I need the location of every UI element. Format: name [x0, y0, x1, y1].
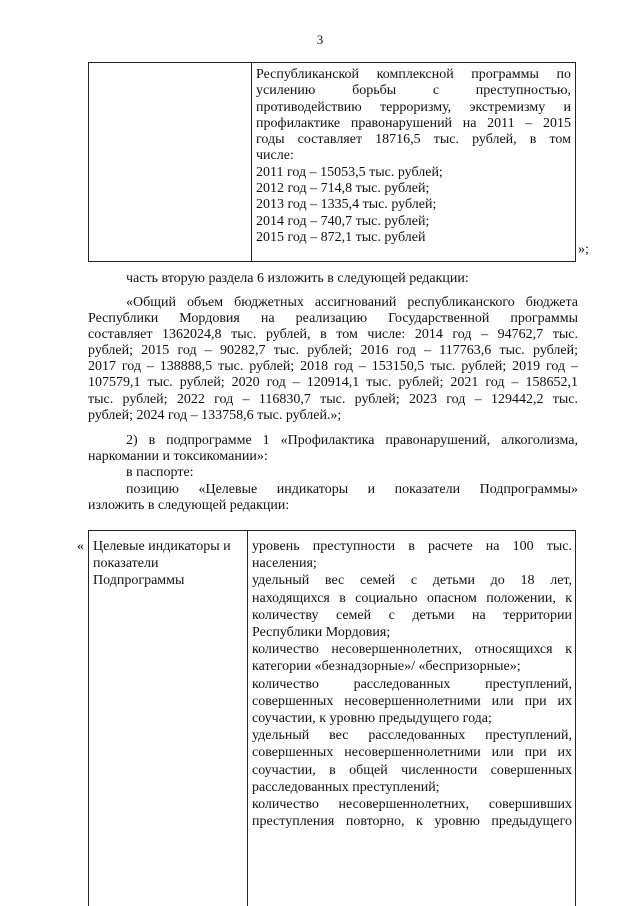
cell-line: количеству семей с детьми на территории — [252, 607, 572, 623]
cell-line: совершенных несовершеннолетними или при их — [252, 693, 572, 709]
indicators-title-cell — [93, 538, 247, 590]
top-table — [88, 62, 576, 262]
cell-line: соучастии, к уровню предыдущего года; — [252, 711, 492, 727]
table-line: усилению борьбы с преступностью, — [256, 83, 571, 99]
paragraph-position — [88, 482, 578, 514]
funding-cell — [256, 67, 571, 246]
paragraph-line: Республики Мордовия на реализацию Государственной программы — [88, 311, 578, 327]
table-line: 2012 год – 714,8 тыс. рублей; — [256, 181, 430, 197]
paragraph-line: тыс. рублей; 2022 год – 116830,7 тыс. рублей; 2023 год – 129442,2 тыс. — [88, 391, 578, 407]
indicators-table — [88, 530, 576, 906]
cell-line: Подпрограммы — [93, 573, 185, 589]
opening-quote: « — [77, 539, 84, 554]
cell-line: преступления повторно, к уровню предыдущего — [252, 814, 572, 830]
cell-line: категории «безнадзорные»/ «беспризорные»; — [252, 659, 521, 675]
cell-line: уровень преступности в расчете на 100 тыс. — [252, 539, 572, 554]
cell-line: расследованных преступлений; — [252, 779, 440, 795]
cell-line: удельный вес расследованных преступлений, — [252, 728, 572, 744]
cell-line: показатели — [93, 556, 159, 572]
paragraph-passport — [88, 465, 578, 481]
cell-line: Республики Мордовия; — [252, 625, 391, 641]
table-line: 2015 год – 872,1 тыс. рублей — [256, 229, 426, 245]
column-divider — [251, 63, 252, 261]
closing-quote: »; — [578, 242, 589, 257]
column-divider — [247, 531, 248, 906]
paragraph-line: «Общий объем бюджетных ассигнований республиканского бюджета — [126, 295, 578, 310]
paragraph-line: рублей; 2024 год – 133758,6 тыс. рублей.»; — [88, 407, 342, 423]
cell-line: соучастии, в общей численности совершенных — [252, 762, 572, 778]
paragraph-line: 2017 год – 138888,5 тыс. рублей; 2018 год – 153150,5 тыс. рублей; 2019 год – — [88, 359, 578, 375]
cell-line: количество несовершеннолетних, относящихся к — [252, 642, 572, 658]
paragraph-budget — [88, 295, 578, 424]
table-line: противодействию терроризму, экстремизму и — [256, 99, 571, 115]
page-number: 3 — [316, 32, 324, 47]
cell-line: находящихся в социально опасном положении, к — [252, 590, 572, 606]
cell-line: удельный вес семей с детьми до 18 лет, — [252, 573, 572, 589]
indicators-list-cell — [252, 538, 572, 830]
paragraph-subprogram — [88, 433, 578, 465]
table-line: профилактике правонарушений на 2011 – 2015 — [256, 115, 571, 131]
paragraph-line: рублей; 2015 год – 90282,7 тыс. рублей; 2016 год – 117763,6 тыс. рублей; — [88, 343, 578, 359]
paragraph-line: в паспорте: — [126, 465, 194, 480]
paragraph-instruction — [88, 271, 578, 287]
table-line: 2011 год – 15053,5 тыс. рублей; — [256, 164, 443, 180]
cell-line: Целевые индикаторы и — [93, 539, 231, 554]
paragraph-line: составляет 1362024,8 тыс. рублей, в том числе: 2014 год – 94762,7 тыс. — [88, 327, 578, 343]
cell-line: количество несовершеннолетних, совершивших — [252, 797, 572, 813]
table-line: 2014 год – 740,7 тыс. рублей; — [256, 213, 430, 229]
paragraph-line: 2) в подпрограмме 1 «Профилактика правонарушений, алкоголизма, — [126, 433, 578, 448]
paragraph-line: позицию «Целевые индикаторы и показатели Подпрограммы» — [126, 482, 578, 497]
paragraph-line: часть вторую раздела 6 изложить в следующей редакции: — [126, 271, 469, 286]
cell-line: количество расследованных преступлений, — [252, 676, 572, 692]
paragraph-line: изложить в следующей редакции: — [88, 498, 290, 514]
paragraph-line: 107579,1 тыс. рублей; 2020 год – 120914,1 тыс. рублей; 2021 год – 158652,1 — [88, 375, 578, 391]
table-line: 2013 год – 1335,4 тыс. рублей; — [256, 197, 437, 213]
table-line: числе: — [256, 148, 294, 164]
table-line: годы составляет 18716,5 тыс. рублей, в том — [256, 132, 571, 148]
cell-line: совершенных несовершеннолетними или при их — [252, 745, 572, 761]
paragraph-line: наркомании и токсикомании»: — [88, 449, 268, 465]
table-line: Республиканской комплексной программы по — [256, 67, 571, 82]
cell-line: населения; — [252, 556, 317, 572]
